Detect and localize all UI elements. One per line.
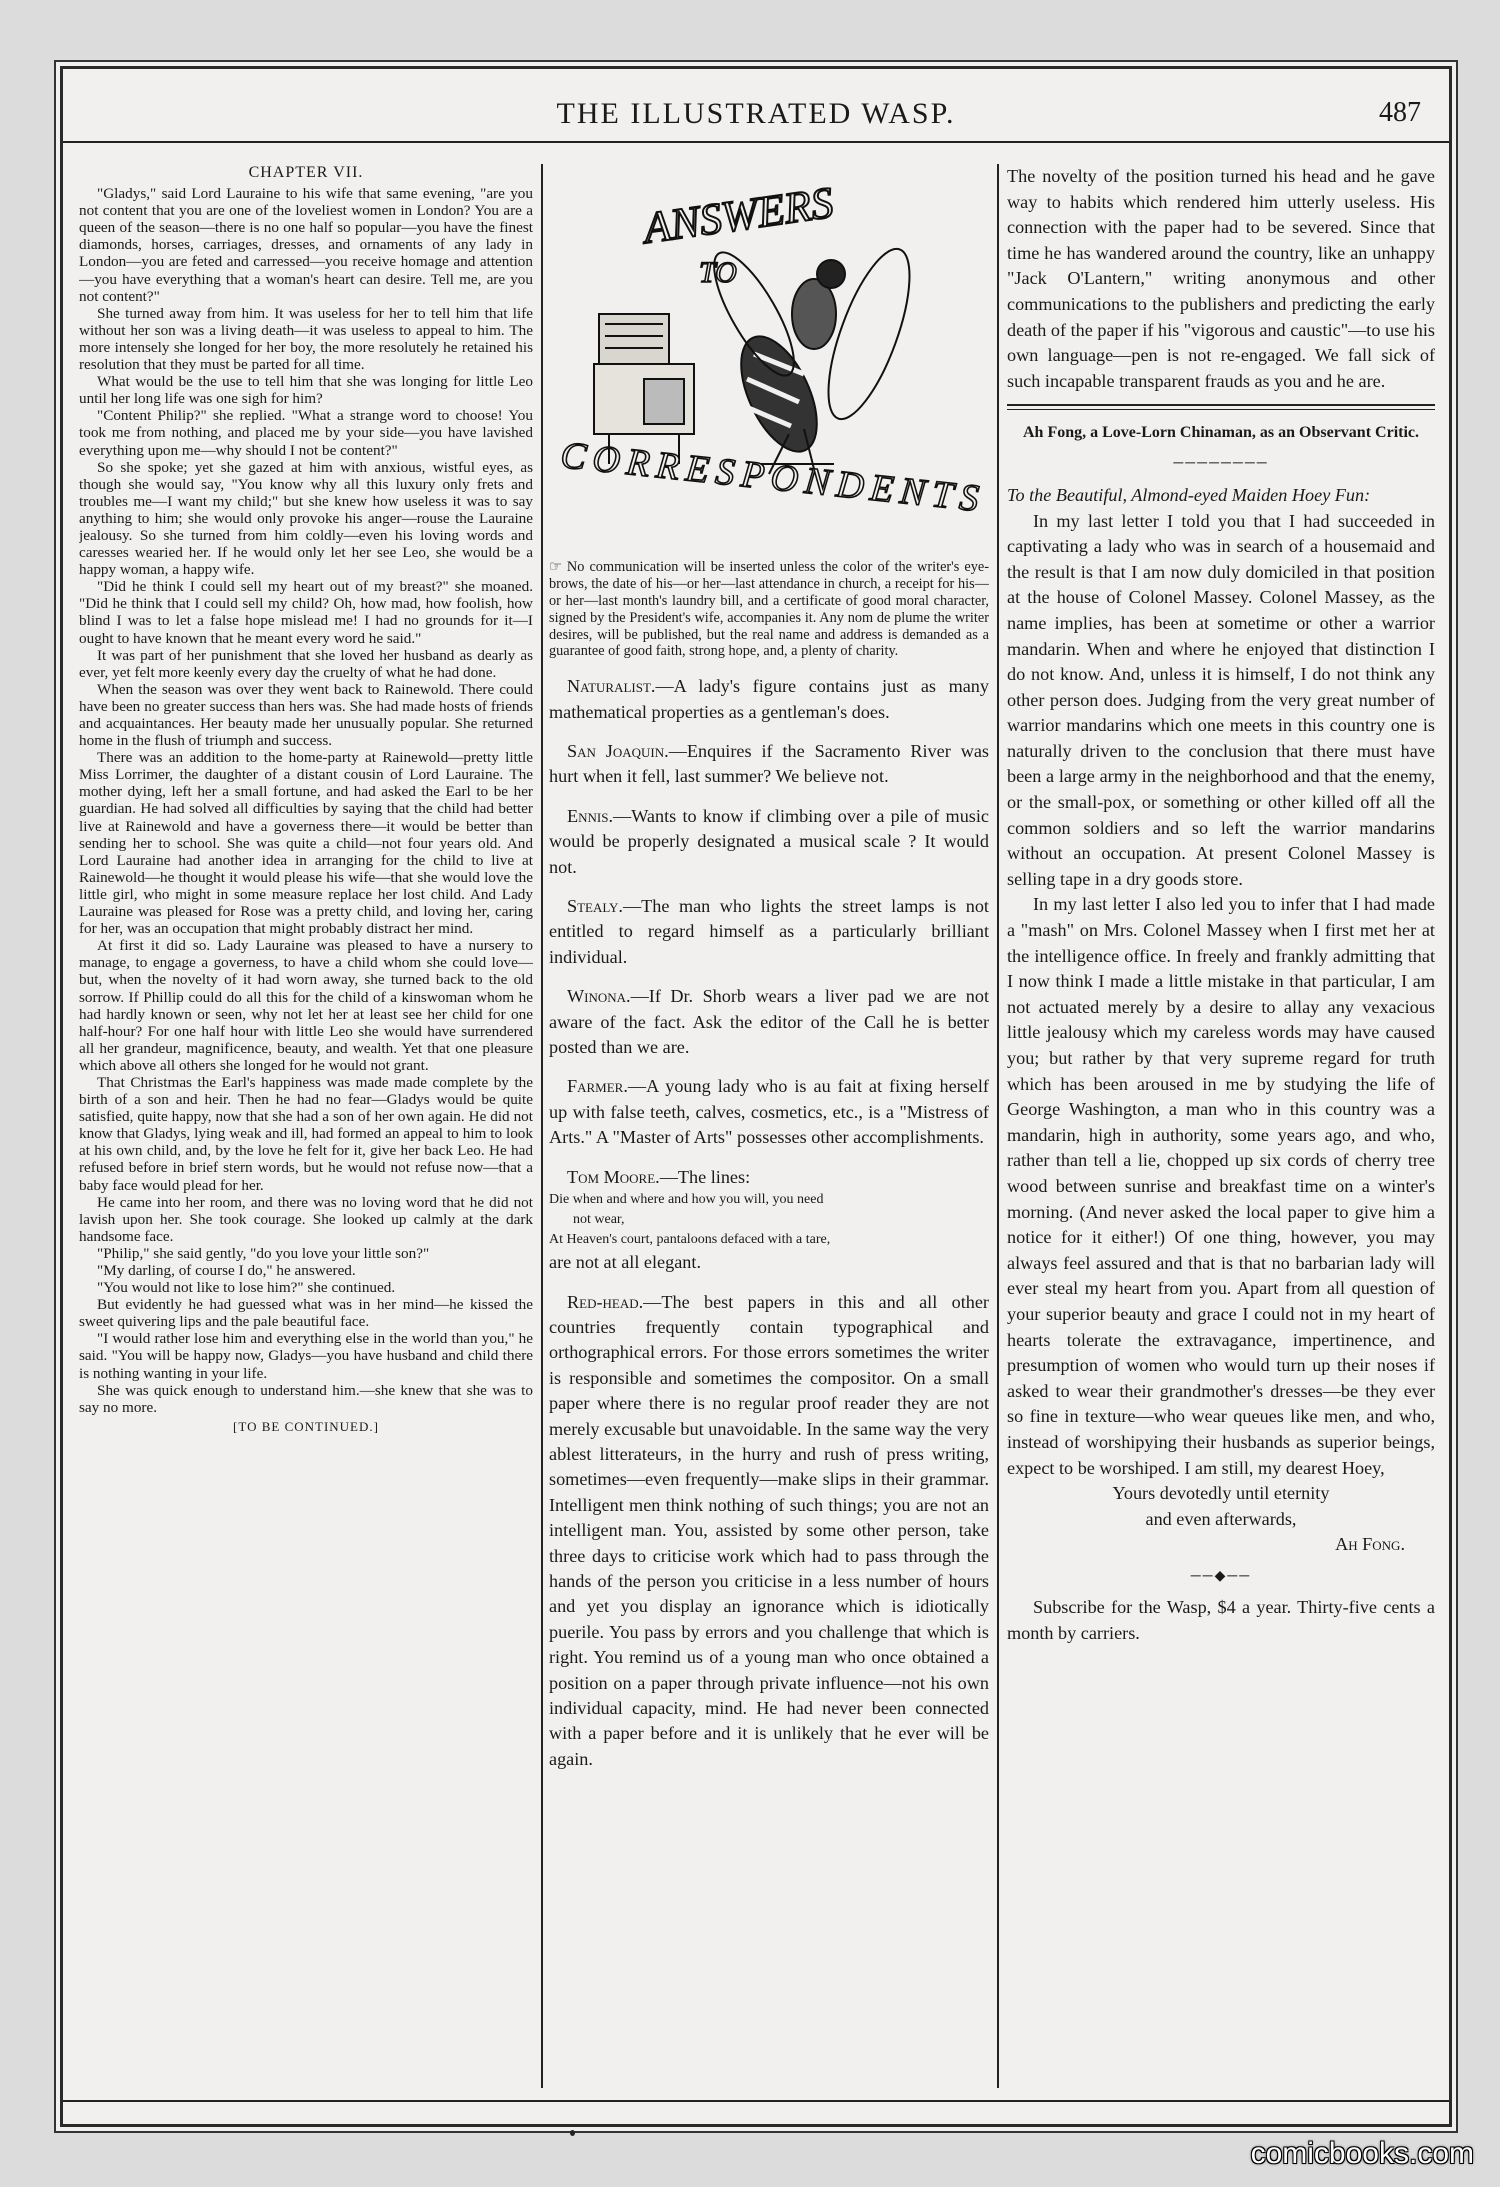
story-paragraph: That Christmas the Earl's happiness was made made complete by the birth of a son and heir. Then he had no fear—Gladys would be quite satisfied, quite happy, now that she had a son of her own again. He did not know that Gladys, lying weak and ill, had formed an appeal to him to look at his own child, and, by the love he felt for it, give her back Leo. He had refused before in brief stern words, but he would not refuse now—that a baby face would plead for her. bbox=[79, 1073, 533, 1194]
answer-text: —Enquires if the Sacramento River was hurt when it fell, last summer? We believe not. bbox=[549, 741, 989, 787]
story-paragraph: "Gladys," said Lord Lauraine to his wife that same evening, "are you not content that you are one of the loveliest women in London? You are a queen of the season—there is no one half so popular—you have the finest diamonds, horses, carriages, dresses, and ornaments of any lady in London—you are feted and carressed—you receive homage and attention—you have everything that a woman's heart can desire. Tell me, are you not content?" bbox=[79, 185, 533, 305]
logo-text-correspondents: CORRESPONDENTS bbox=[558, 434, 981, 520]
chapter-heading: CHAPTER VII. bbox=[248, 164, 364, 181]
answers-list bbox=[549, 674, 989, 1151]
answer-text: —Wants to know if climbing over a pile of music would be properly designated a musical scale ? It would not. bbox=[549, 805, 989, 877]
submission-notice: ☞ No communication will be inserted unless the color of the writer's eye-brows, the date of his—or her—last attendance in church, a receipt for his—or her—last month's laundry bill, and a certificate of good moral character, signed by the President's wife, accompanies it. Any nom de plume the writer desires, will be published, but the real name and address is demanded as a guarantee of good faith, strong hope, and, a plenty of charity. bbox=[549, 559, 989, 660]
letter-paragraph: In my last letter I told you that I had succeeded in captivating a lady who was in search of a housemaid and the result is that I am now duly domiciled in that position at the house of Colonel Massey. Colonel Massey, as the name implies, has been at sometime or other a warrior mandarin. When and where he enjoyed that distinction I do not know. And, unless it is himself, I do not think any other person does. Judging from the very great number of warrior mandarins which one meets in this country one is naturally driven to the conclusion that there must have been a large army in the neighborhood and that the enemy, or the small-pox, or something or other killed off all the common soldiers and so left the warrior mandarins without an occupation. At present Colonel Massey is selling tape in a dry goods store. bbox=[1007, 510, 1435, 889]
story-paragraph: "I would rather lose him and everything else in the world than you," he said. "You will be happy now, Gladys—you have husband and child there is nothing wanting in your life. bbox=[79, 1330, 533, 1382]
answer-name: Winona. bbox=[567, 986, 631, 1007]
story-paragraph: There was an addition to the home-party at Rainewold—pretty little Miss Lorrimer, the daughter of a distant cousin of Lord Lauraine. The mother dying, left her a small fortune, and had asked the Earl to be her guardian. He had solved all difficulties by saying that the child had better live at Rainewold and have a governess there—it would be better than sending her to school. She was quite a child—not four years old. And Lord Lauraine had another idea in arranging for the child to live at Rainewold—he thought it would please his wife—that she would love the little girl, who might in some measure replace her lost child. And Lady Lauraine was pleased for Rose was a pretty child, and loving her, caring for her, was an occupation that might probably distract her mind. bbox=[79, 749, 533, 938]
answer-tom-moore bbox=[549, 1165, 989, 1190]
article-headline: Ah Fong, a Love-Lorn Chinaman, as an Observant Critic. bbox=[1022, 424, 1420, 442]
newspaper-page bbox=[60, 66, 1452, 2127]
letter-body bbox=[1007, 509, 1435, 1482]
letter-column bbox=[1007, 164, 1435, 2088]
column-rule bbox=[541, 164, 543, 2088]
verse-line: At Heaven's court, pantaloons defaced with a tare, bbox=[549, 1232, 831, 1248]
answer-entry bbox=[549, 674, 989, 725]
story-paragraph: When the season was over they went back to Rainewold. There could have been no greater success than hers was. She had made hosts of friends and acquaintances. Her beauty made her unusually popular. She returned home in the flush of triumph and success. bbox=[79, 680, 533, 750]
story-paragraph: It was part of her punishment that she loved her husband as dearly as ever, yet felt more keenly every day the cruelty of what he had done. bbox=[79, 646, 533, 681]
page-header bbox=[63, 91, 1449, 143]
story-paragraph: But evidently he had guessed what was in her mind—he kissed the sweet quivering lips and the pale beautiful face. bbox=[79, 1296, 533, 1331]
answer-continuation: are not at all elegant. bbox=[549, 1252, 701, 1273]
column-rule bbox=[997, 164, 999, 2088]
answer-name: Ennis. bbox=[567, 805, 613, 826]
answer-continuation: The novelty of the position turned his head and he gave way to habits which rendered him utterly useless. His connection with the paper had to be severed. Since that time he has wandered around the country, like an unhappy "Jack O'Lantern," writing anonymous and other communications to the publishers and predicting the early death of the paper if his "vigorous and caustic"—to use his own language—pen is not re-engaged. We fall sick of such incapable transparent frauds as you and he are. bbox=[1007, 166, 1435, 391]
answer-text: —The lines: bbox=[659, 1166, 751, 1187]
answer-name: Naturalist. bbox=[567, 676, 656, 697]
answer-text: —A lady's figure contains just as many mathematical properties as a gentleman's does. bbox=[549, 676, 989, 722]
answer-entry bbox=[549, 739, 989, 790]
answer-text: —If Dr. Shorb wears a liver pad we are not aware of the fact. Ask the editor of the Call he is better posted than we are. bbox=[549, 986, 989, 1058]
answers-column bbox=[549, 164, 989, 2088]
logo-text-to: TO bbox=[699, 256, 737, 289]
answer-text: —The man who lights the street lamps is not entitled to regard himself as a particularly brilliant individual. bbox=[549, 896, 989, 967]
answer-name: Farmer. bbox=[567, 1076, 628, 1097]
answer-red-head bbox=[549, 1290, 989, 1773]
verse-line: not wear, bbox=[573, 1212, 625, 1228]
answer-entry bbox=[549, 1074, 989, 1150]
answer-entry bbox=[549, 984, 989, 1060]
story-paragraph: What would be the use to tell him that she was longing for little Leo until her long life was one sigh for him? bbox=[79, 373, 533, 408]
quoted-verse bbox=[549, 1190, 989, 1250]
story-paragraph: "Content Philip?" she replied. "What a strange word to choose! You took me from nothing, and placed me by your side—you have lavished everything upon me—why should I not be content?" bbox=[79, 407, 533, 459]
answers-to-correspondents-illustration bbox=[549, 164, 989, 546]
letter-closing: and even afterwards, bbox=[1145, 1508, 1297, 1529]
letter-paragraph: In my last letter I also led you to infer that I had made a "mash" on Mrs. Colonel Massey when I first met her at the intelligence office. In freely and frankly admitting that I now think I made a little mistake in that particular, I am not actuated merely by a desire to allay any vexacious little jealousy which my careless words may have caused you; but rather by that very supreme regard for truth which has been aroused in me by studying the life of George Washington, a man who in this country was a mandarin, high in authority, some years ago, and who, rather than tell a lie, chopped up six cords of cherry tree wood between sunrise and breakfast time on a winter's morning. (And never asked the local paper to give him a notice for it either!) Of one thing, however, you may always feel assured and that is that no barbarian lady will ever steal my heart from you. Apart from all question of your superior beauty and grace I could not in my heart of hearts tolerate the extravagance, impertinence, and presumption of women who would turn up their noses if asked to wear their grandmother's dresses—be they ever so fine in texture—who wear queues like men, and who, instead of worshipying their husbands as superior beings, expect to be worshiped. I am still, my dearest Hoey, bbox=[1007, 894, 1435, 1478]
masthead-title: THE ILLUSTRATED WASP. bbox=[556, 97, 956, 130]
letter-closing: Yours devotedly until eternity bbox=[1112, 1483, 1330, 1504]
footer-rule bbox=[63, 2100, 1449, 2102]
story-paragraph: She turned away from him. It was useless for her to tell him that life without her son was a living death—it was useless to appeal to him. The more intensely she longed for her boy, the more resolutely he retained his resolution that they must be parted for all time. bbox=[79, 304, 533, 374]
site-watermark: comicbooks.com bbox=[1250, 2137, 1474, 2170]
letter-salutation: To the Beautiful, Almond-eyed Maiden Hoey Fun: bbox=[1007, 484, 1371, 505]
logo-text-answers: ANSWERS bbox=[640, 177, 837, 253]
story-paragraph: So she spoke; yet she gazed at him with anxious, wistful eyes, as though she would say, "You know why all this luxury only frets and troubles me—I want my child;" but she knew how useless it was to say anything to him; she would only provoke his anger—rouse the Lauraine jealousy. So she turned from him coldly—even his loving words and caresses wearied her. If he would only let her see Leo, she would be a happy woman, a happy wife. bbox=[79, 458, 533, 579]
story-paragraph: She was quick enough to understand him.—she knew that she was to say no more. bbox=[79, 1381, 533, 1416]
story-paragraph: "Did he think I could sell my heart out of my breast?" she moaned. "Did he think that I could sell my child? Oh, how mad, how foolish, how blind I was to let a false hope mislead me! I had no grounds for it—I ought to have known that he meant every word he said." bbox=[79, 578, 533, 647]
to-be-continued: [TO BE CONTINUED.] bbox=[233, 1418, 379, 1434]
answer-text: —A young lady who is au fait at fixing herself up with false teeth, calves, cosmetics, etc., is a "Mistress of Arts." A "Master of Arts" possesses other accomplishments. bbox=[549, 1076, 989, 1148]
story-paragraph: He came into her room, and there was no loving word that he did not lavish upon her. She took courage. She looked up calmly at the dark handsome face. bbox=[79, 1193, 533, 1245]
serial-story-column bbox=[79, 164, 533, 2088]
answer-entry bbox=[549, 894, 989, 970]
story-paragraph: "My darling, of course I do," he answered. bbox=[97, 1262, 356, 1279]
answer-name: San Joaquin. bbox=[567, 741, 669, 761]
story-paragraph: "You would not like to lose him?" she continued. bbox=[97, 1279, 396, 1297]
answer-text: —The best papers in this and all other countries frequently contain typographical and orthographical errors. For those errors sometimes the writer is responsible and sometimes the compositor. On a small paper where there is no regular proof reader they are not merely excusable but unavoidable. In the same way the very ablest litterateurs, in the hurry and rush of press writing, sometimes—even frequently—make slips in their grammar. Intelligent men think nothing of such things; you are not an intelligent man. You, assisted by some other person, take three days to criticise work which had to pass through the hands of the person you criticise in a less number of hours and yet you display an ignorance which is idiotically puerile. You pass by errors and you challenge that which is right. You remind us of a young man who once obtained a position on a paper through private influence—not his own individual capacity, mind. He had never been connected with a paper before and it is unlikely that he ever will be again. bbox=[549, 1291, 989, 1769]
story-paragraph: At first it did so. Lady Lauraine was pleased to have a nursery to manage, to engage a governess, to have a child whom she could love—but, when the novelty of it had worn away, she turned back to the old sorrow. If Phillip could do all this for the child of a kinswoman whom he had hardly known or seen, why not let her at least see her child for one half-hour? For one half hour with little Leo she would have surrendered all her grandeur, magnificence, beauty, and wealth. Yet that one pleasure which above all others she longed for he would not grant. bbox=[79, 937, 533, 1074]
verse-line: Die when and where and how you will, you need bbox=[549, 1192, 824, 1208]
ornamental-rule: ──────── bbox=[1173, 456, 1269, 472]
page-number: 487 bbox=[1379, 97, 1421, 128]
notice-text: No communication will be inserted unless the color of the writer's eye-brows, the date of his—or her—last attendance in church, a receipt for his—or her—last month's laundry bill, and a certificate of good moral character, signed by the President's wife, accompanies it. Any nom de plume the writer desires, will be published, but the real name and address is demanded as a guarantee of good faith, strong hope, and, a plenty of charity. bbox=[549, 559, 989, 660]
answer-name: Stealy. bbox=[567, 896, 623, 917]
subscription-notice: Subscribe for the Wasp, $4 a year. Thirty-five cents a month by carriers. bbox=[1007, 1597, 1435, 1644]
section-divider bbox=[1007, 404, 1435, 410]
story-body bbox=[79, 185, 533, 1416]
page-dot bbox=[570, 2130, 575, 2136]
story-paragraph: "Philip," she said gently, "do you love your little son?" bbox=[97, 1244, 430, 1262]
letter-signature: Ah Fong. bbox=[1335, 1534, 1405, 1555]
answer-name: Red-head. bbox=[567, 1291, 644, 1312]
answer-name: Tom Moore. bbox=[567, 1166, 660, 1187]
answer-entry bbox=[549, 804, 989, 880]
ornamental-rule: ──◆── bbox=[1190, 1568, 1252, 1584]
